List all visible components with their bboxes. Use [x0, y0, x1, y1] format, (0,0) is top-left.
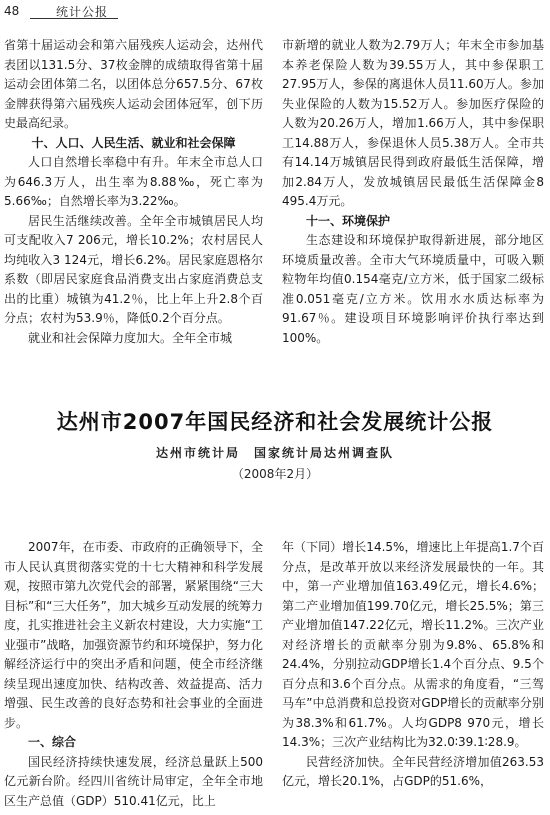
- paragraph: 生态建设和环境保护取得新进展，部分地区环境质量改善。全市大气环境质量中，可吸入颗粒物年均值0.154毫克/立方米，低于国家二级标准0.051毫克/立方米。饮用水水质达标率为91.67％。建设项目环境影响评价执行率达到100%。: [282, 233, 544, 345]
- article-byline: 达州市统计局 国家统计局达州调查队: [155, 446, 394, 460]
- paragraph: 年（下同）增长14.5%，增速比上年提高1.7个百分点，是改革开放以来经济发展最快的一年。其中，第一产业增加值163.49亿元，增长4.6%；第二产业增加值199.70亿元，增长25.5%；第三产业增加值147.22亿元，增长11.2%。三次产业对经济增长的贡献率分别为9.8%、65.8%和24.4%，分别拉动GDP增长1.4个百分点、9.5个百分点和3.6个百分点。从需求的角度看，“三驾马车”中总消费和总投资对GDP增长的贡献率分别为38.3%和61.7%。人均GDP8 970元，增长14.3%；三次产业结构比为32.0∶39.1∶28.9。: [282, 540, 544, 749]
- article-title-block: [0, 406, 550, 482]
- page-header: [0, 0, 550, 22]
- running-title: 统计公报: [56, 5, 109, 19]
- paragraph: 民营经济加快。全年民营经济增加值263.53亿元，增长20.1%，占GDP的51.6%，: [282, 754, 544, 788]
- article-title: 达州市2007年国民经济和社会发展统计公报: [56, 410, 494, 434]
- section-heading-overview: 一、综合: [28, 735, 77, 749]
- paragraph: 2007年，在市委、市政府的正确领导下，全市人民认真贯彻落实党的十七大精神和科学发展观，按照市第九次党代会的部署，紧紧围绕“三大目标”和“三大任务”，加大城乡互动发展的统筹力度，扎实推进社会主义新农村建设，大力实施“工业强市”战略，加强资源节约和环境保护，努力化解经济运行中的突出矛盾和问题，使全市经济继续呈现出速度加快、结构改善、效益提高、活力增强、民生改善的良好态势和社会事业的全面进步。: [4, 540, 263, 730]
- page-number: 48: [4, 4, 20, 18]
- paragraph: 就业和社会保障力度加大。全年全市城: [28, 330, 233, 345]
- paragraph: 国民经济持续快速发展，经济总量跃上500亿元新台阶。经四川省统计局审定，全年全市地区生产总值（GDP）510.41亿元，比上: [4, 754, 263, 808]
- paragraph: 居民生活继续改善。全年全市城镇居民人均可支配收入7 206元，增长10.2%；农村居民人均纯收入3 124元，增长6.2%。居民家庭恩格尔系数（即居民家庭食品消费支出占家庭消费总支出的比重）城镇为41.2％，比上年上升2.8个百分点；农村为53.9％，降低0.2个百分点。: [4, 213, 263, 325]
- right-column-bottom: [282, 538, 544, 792]
- paragraph: 人口自然增长率稳中有升。年末全市总人口为646.3万人，出生率为8.88‰，死亡率为5.66‰；自然增长率为3.22‰。: [4, 155, 263, 208]
- article-date: （2008年2月）: [231, 467, 319, 481]
- section-heading-environment: 十一、环境保护: [306, 213, 391, 228]
- left-column-bottom: [4, 538, 263, 811]
- section-heading-population: 十、人口、人民生活、就业和社会保障: [31, 135, 236, 150]
- left-column-top: [4, 36, 263, 348]
- paragraph: 市新增的就业人数为2.79万人；年末全市参加基本养老保险人数为39.55万人，其中参保职工27.95万人，参保的离退休人员11.60万人。参加失业保险的人数为15.52万人。参加医疗保险的人数为20.26万人，增加1.66万人，其中参保职工14.88万人，参保退休人员5.38万人。全市共有14.14万城镇居民得到政府最低生活保障，增加2.84万人，发放城镇居民最低生活保障金8 495.4万元。: [282, 38, 544, 208]
- paragraph: 省第十届运动会和第六届残疾人运动会，达州代表团以131.5分、37枚金牌的成绩取得省第十届运动会团体第二名，以团体总分657.5分、67枚金牌获得第六届残疾人运动会团体冠军，创下历史最高纪录。: [4, 38, 263, 130]
- right-column-top: [282, 36, 544, 348]
